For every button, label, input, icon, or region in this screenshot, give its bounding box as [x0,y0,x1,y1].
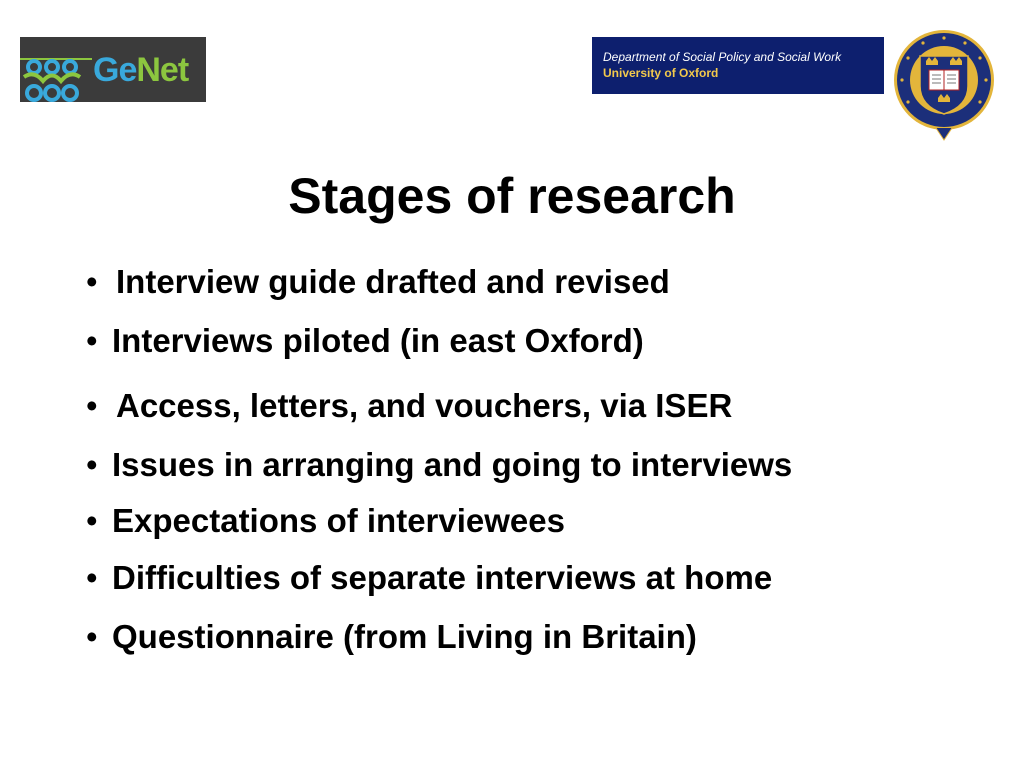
list-item [86,386,732,426]
genet-wordmark-ge: Ge [93,51,137,89]
list-item [86,262,670,302]
department-name: Department of Social Policy and Social Work [603,50,842,64]
list-item [86,558,772,598]
bullet-icon: • [86,387,98,424]
bullet-icon: • [86,559,98,596]
bullet-icon: • [86,322,98,359]
list-item [86,321,644,361]
bullet-text: Questionnaire (from Living in Britain) [112,618,697,655]
bullet-text: Expectations of interviewees [112,502,565,539]
bullet-icon: • [86,446,98,483]
university-crest-icon [890,28,998,142]
bullet-text: Interviews piloted (in east Oxford) [112,322,644,359]
bullet-icon: • [86,618,98,655]
bullet-text: Issues in arranging and going to interviews [112,446,793,483]
list-item [86,445,792,485]
bullet-icon: • [86,502,98,539]
slide-title: Stages of research [288,168,736,224]
genet-people-icon [20,37,92,102]
genet-wordmark-net: Net [136,51,189,89]
bullet-text: Interview guide drafted and revised [116,263,670,300]
bullet-icon: • [86,263,98,300]
department-banner [592,37,884,94]
list-item [86,617,697,657]
genet-wordmark [93,50,188,90]
list-item [86,501,565,541]
university-name: University of Oxford [603,66,719,80]
bullet-text: Difficulties of separate interviews at home [112,559,773,596]
bullet-text: Access, letters, and vouchers, via ISER [116,387,733,424]
genet-logo [20,37,206,102]
